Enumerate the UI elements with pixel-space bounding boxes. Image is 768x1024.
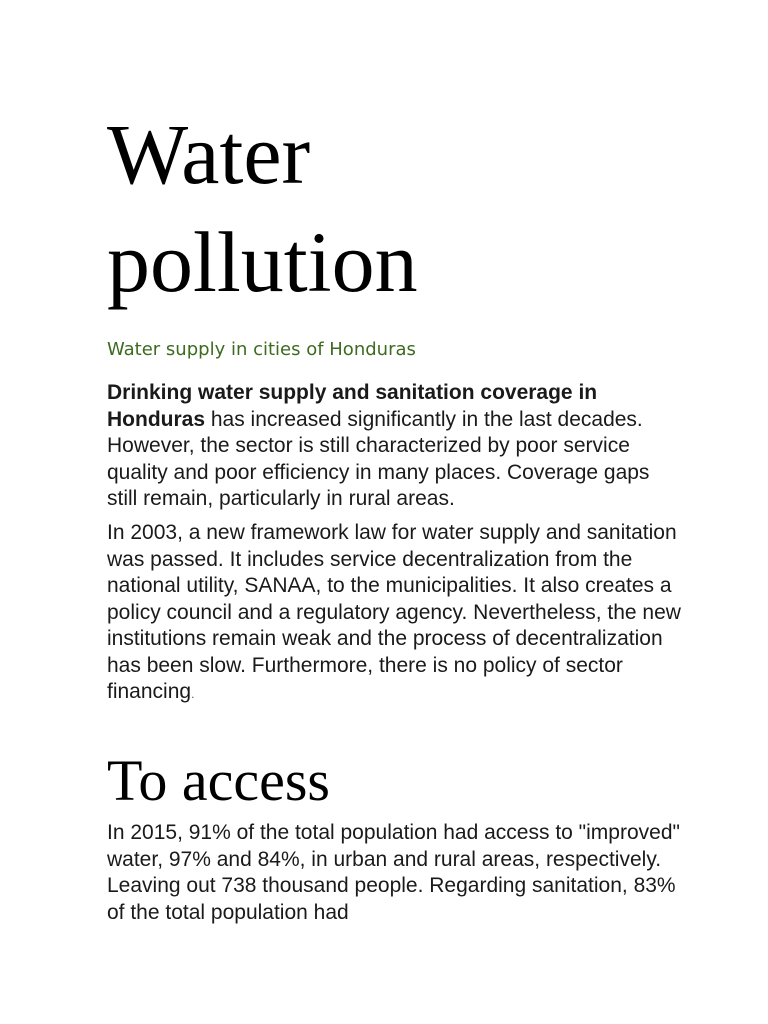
title-line-2: pollution	[107, 214, 418, 310]
intro-paragraph	[107, 380, 682, 513]
framework-law-paragraph	[107, 520, 682, 708]
intro-paragraph-text: has increased significantly in the last decades. However, the sector is still characterized by poor service quality and poor efficiency in many places. Coverage gaps still remain, particularly in rural areas.	[107, 407, 650, 510]
framework-law-text: In 2003, a new framework law for water supply and sanitation was passed. It includes service decentralization from the national utility, SANAA, to the municipalities. It also creates a policy council and a regulatory agency. Nevertheless, the new institutions remain weak and the process of decentralization has been slow. Furthermore, there is no policy of sector financing	[107, 521, 681, 703]
document-title	[107, 100, 418, 316]
document-subtitle: Water supply in cities of Honduras	[107, 339, 416, 360]
section-heading-access: To access	[107, 748, 330, 813]
intro-bold-lead: Drinking water supply and sanitation coverage in Honduras	[107, 381, 598, 431]
title-line-1: Water	[107, 106, 311, 202]
trailing-mark: .	[191, 687, 195, 701]
access-paragraph: In 2015, 91% of the total population had access to "improved" water, 97% and 84%, in urban and rural areas, respectively. Leaving out 738 thousand people. Regarding sanitation, 83% of the total population had	[107, 821, 680, 924]
